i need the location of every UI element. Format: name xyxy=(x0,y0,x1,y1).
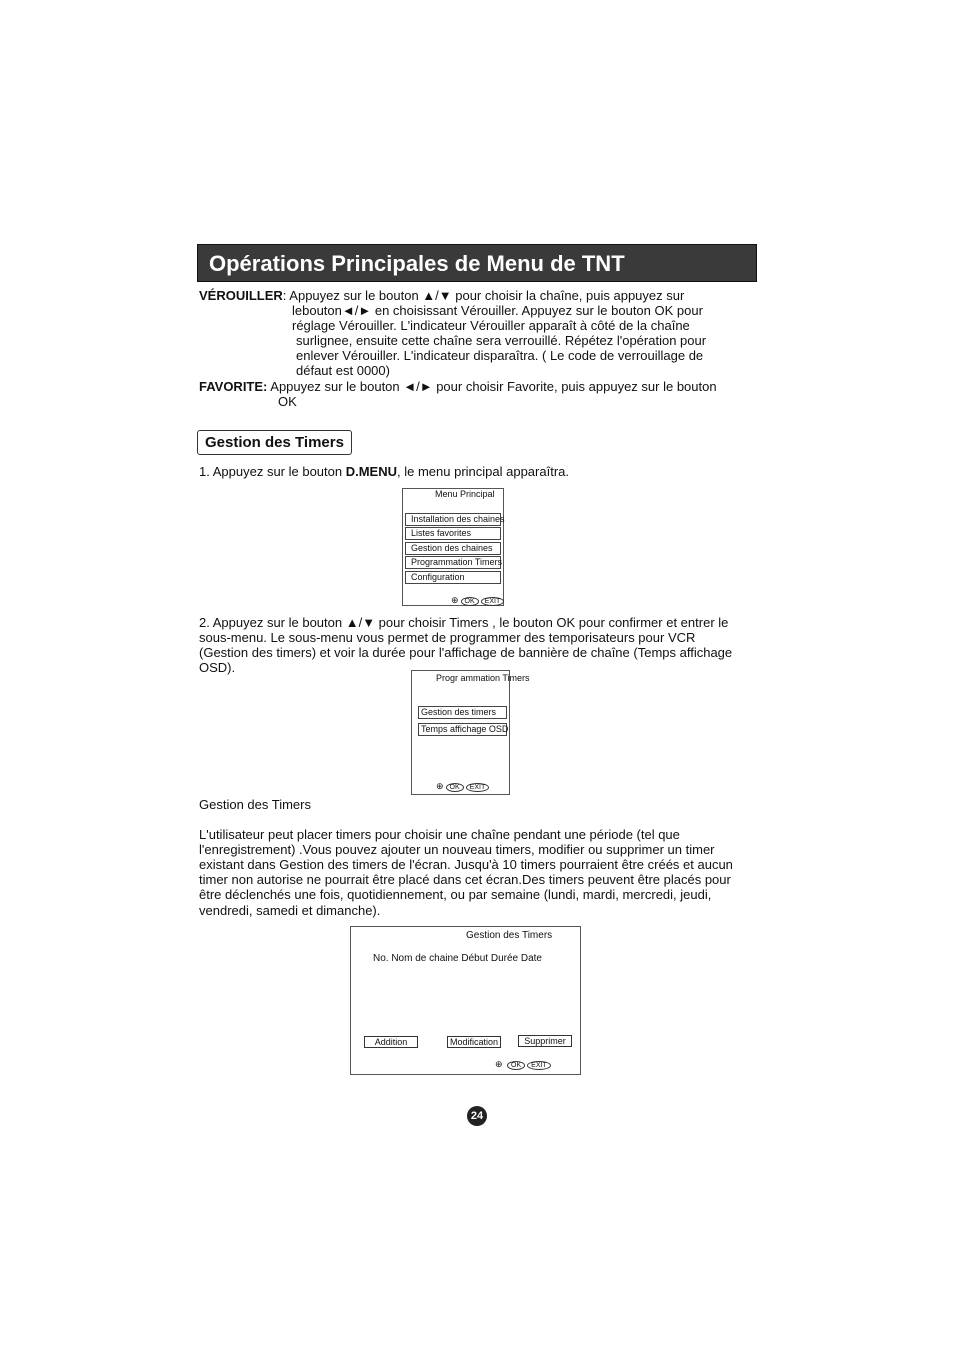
text-line: (Gestion des timers) et voir la durée pour l'affichage de bannière de chaîne (Temps affichage xyxy=(199,645,733,660)
menu-item[interactable]: Listes favorites xyxy=(405,527,501,540)
text-line: être déclenchés une fois, quotidiennement, ou par semaine (lundi, mardi, mercredi, jeudi, xyxy=(199,887,712,902)
lock-para: VÉROUILLER: Appuyez sur le bouton ▲/▼ pour choisir la chaîne, puis appuyez sur xyxy=(199,288,685,303)
menu-item[interactable]: Configuration xyxy=(405,571,501,584)
text-line: OSD). xyxy=(199,660,236,675)
sub-heading: Gestion des Timers xyxy=(199,797,311,812)
page-title: Opérations Principales de Menu de TNT xyxy=(197,244,757,282)
text-line: sous-menu. Le sous-menu vous permet de programmer des temporisateurs pour VCR xyxy=(199,630,696,645)
fav-para: FAVORITE: Appuyez sur le bouton ◄/► pour choisir Favorite, puis appuyez sur le bouton xyxy=(199,379,717,394)
menu-item[interactable]: Gestion des timers xyxy=(418,706,507,719)
timer-menu xyxy=(411,670,530,795)
menu-item[interactable]: Programmation Timers xyxy=(405,556,501,569)
text-line: enlever Vérouiller. L'indicateur disparaîtra. ( Le code de verrouillage de xyxy=(296,348,704,363)
text-line: défaut est 0000) xyxy=(296,363,390,378)
main-menu xyxy=(402,488,504,606)
footer-icons: ⊕ OK EXIT xyxy=(451,595,504,606)
text-line: timer non autorise ne pourrait être placé dans cet écran.Des timers peuvent être placés pour xyxy=(199,872,731,887)
menu-item[interactable]: Temps affichage OSD xyxy=(418,723,507,736)
text-line: réglage Vérouiller. L'indicateur Vérouiller apparaît à côté de la chaîne xyxy=(292,318,690,333)
text-line: L'utilisateur peut placer timers pour choisir une chaîne pendant une période (tel que xyxy=(199,827,680,842)
delete-button[interactable]: Supprimer xyxy=(518,1035,572,1047)
timer-manager xyxy=(350,926,581,1075)
footer-icons: ⊕ OK EXIT xyxy=(495,1059,551,1070)
menu-title: Gestion des Timers xyxy=(466,930,553,941)
add-button[interactable]: Addition xyxy=(364,1036,418,1048)
menu-title: Progr ammation Timers xyxy=(436,673,530,683)
modify-button[interactable]: Modification xyxy=(447,1036,501,1048)
text-line: vendredi, samedi et dimanche). xyxy=(199,903,381,918)
menu-item[interactable]: Installation des chaines xyxy=(405,513,501,526)
text-line: existant dans Gestion des timers de l'écran. Jusqu'à 10 timers pourraient être créés et aucun xyxy=(199,857,733,872)
page-number: 24 xyxy=(467,1106,487,1126)
menu-title: Menu Principal xyxy=(435,489,495,499)
text-line: lebouton◄/► en choisissant Vérouiller. Appuyez sur le bouton OK pour xyxy=(292,303,703,318)
section-heading: Gestion des Timers xyxy=(197,430,352,455)
footer-icons: ⊕ OK EXIT xyxy=(436,781,489,792)
menu-item[interactable]: Gestion des chaines xyxy=(405,542,501,555)
text-line: l'enregistrement) .Vous pouvez ajouter un nouveau timers, modifier ou supprimer un timer xyxy=(199,842,715,857)
text-line: OK xyxy=(278,394,297,409)
step1: 1. Appuyez sur le bouton D.MENU, le menu principal apparaîtra. xyxy=(199,464,569,479)
column-headers: No. Nom de chaine Début Durée Date xyxy=(373,953,542,964)
text-line: 2. Appuyez sur le bouton ▲/▼ pour choisir Timers , le bouton OK pour confirmer et entrer le xyxy=(199,615,729,630)
text-line: surlignee, ensuite cette chaîne sera verrouillé. Répétez l'opération pour xyxy=(296,333,707,348)
